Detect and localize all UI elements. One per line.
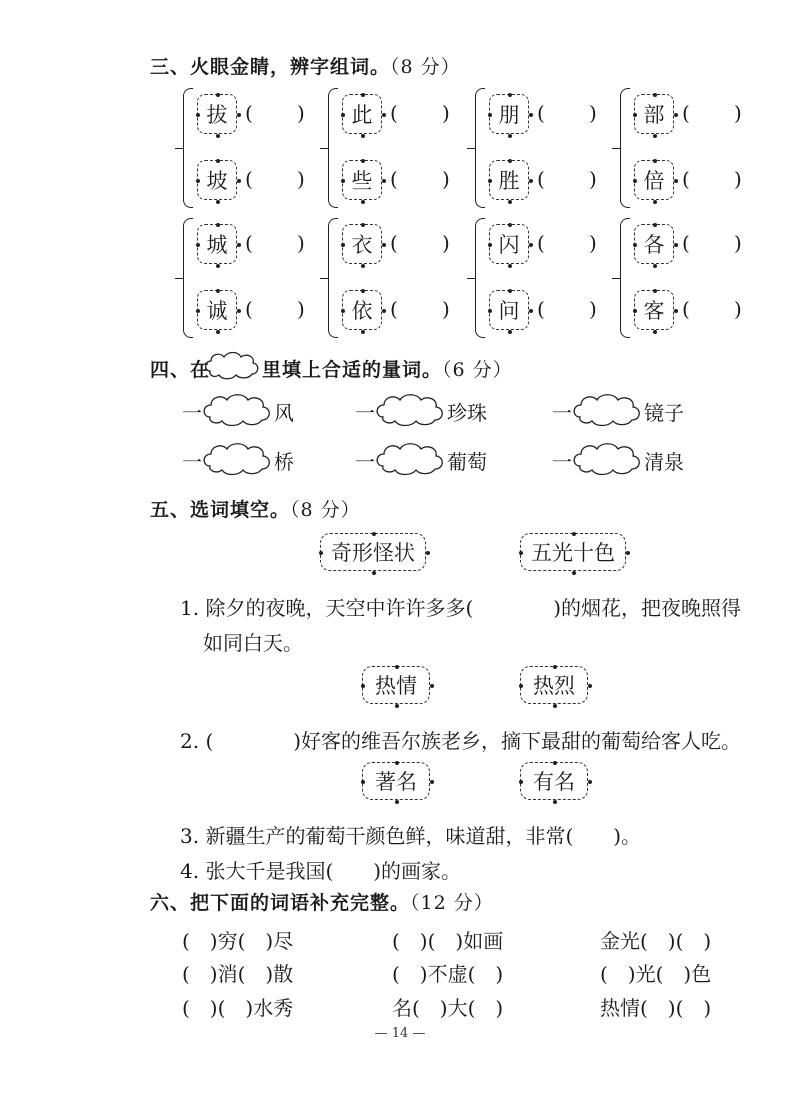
box-mark-dot: [508, 134, 512, 138]
answer-paren-open: (: [390, 231, 398, 255]
answer-paren-open: (: [682, 167, 690, 191]
idiom-blank-item: ( )( )水秀: [182, 996, 294, 1020]
box-mark-dot: [508, 330, 512, 334]
question-1-line2: 如同白天。: [203, 631, 303, 655]
cloud-blank-icon: [570, 391, 646, 429]
option-box-reqing: [362, 666, 430, 704]
box-mark-dot: [653, 159, 657, 163]
answer-paren-close: ): [442, 297, 450, 321]
dash-mark: 一: [182, 401, 202, 425]
cloud-blank-icon: [570, 440, 646, 478]
idiom-blank-item: 名( )大( ): [392, 996, 504, 1020]
box-mark-dot: [626, 551, 630, 555]
character-box: [634, 224, 674, 264]
box-mark-dot: [237, 243, 241, 247]
character-text: 胜: [498, 169, 520, 193]
option-box-youming: [520, 762, 588, 800]
answer-paren-close: ): [297, 231, 305, 255]
answer-paren-close: ): [734, 231, 742, 255]
box-mark-dot: [196, 113, 200, 117]
character-box: [197, 94, 237, 134]
measure-word-item: 清泉: [644, 450, 684, 474]
box-mark-dot: [216, 200, 220, 204]
box-mark-dot: [488, 243, 492, 247]
box-mark-dot: [216, 93, 220, 97]
dash-mark: 一: [182, 450, 202, 474]
box-mark-dot: [237, 113, 241, 117]
answer-paren-open: (: [682, 101, 690, 125]
box-mark-dot: [382, 243, 386, 247]
box-mark-dot: [382, 179, 386, 183]
measure-word-item: 桥: [274, 450, 294, 474]
box-mark-dot: [508, 223, 512, 227]
character-text: 依: [351, 299, 373, 323]
box-mark-dot: [529, 243, 533, 247]
box-mark-dot: [633, 243, 637, 247]
box-mark-dot: [572, 571, 576, 575]
question-4: 4. 张大千是我国( )的画家。: [180, 859, 462, 883]
character-text: 朋: [498, 103, 520, 127]
question-3: 3. 新疆生产的葡萄干颜色鲜，味道甜，非常( )。: [180, 824, 642, 848]
character-box: [634, 160, 674, 200]
box-mark-dot: [382, 113, 386, 117]
brace-bracket: [475, 88, 485, 208]
cloud-shape-icon: [202, 349, 262, 381]
answer-paren-close: ): [589, 297, 597, 321]
box-mark-dot: [633, 179, 637, 183]
brace-bracket: [183, 88, 193, 208]
box-mark-dot: [372, 532, 376, 536]
box-mark-dot: [341, 179, 345, 183]
answer-paren-open: (: [245, 231, 253, 255]
option-text: 热烈: [533, 674, 575, 698]
box-mark-dot: [426, 551, 430, 555]
box-mark-dot: [395, 665, 399, 669]
answer-paren-open: (: [245, 101, 253, 125]
option-text: 著名: [375, 770, 417, 794]
dash-mark: 一: [552, 401, 572, 425]
section5-score: （8 分）: [290, 499, 361, 521]
answer-paren-open: (: [537, 231, 545, 255]
brace-bracket: [620, 88, 630, 208]
answer-paren-close: ): [442, 101, 450, 125]
idiom-blank-item: 金光( )( ): [600, 929, 712, 953]
answer-paren-open: (: [682, 297, 690, 321]
box-mark-dot: [653, 264, 657, 268]
option-box-zhuming: [362, 762, 430, 800]
option-box-wuguangshise: [520, 533, 626, 571]
answer-paren-open: (: [390, 101, 398, 125]
character-text: 城: [206, 233, 228, 257]
idiom-blank-item: ( )光( )色: [600, 962, 712, 986]
box-mark-dot: [529, 309, 533, 313]
character-text: 坡: [206, 169, 228, 193]
box-mark-dot: [488, 113, 492, 117]
box-mark-dot: [488, 179, 492, 183]
character-box: [342, 160, 382, 200]
box-mark-dot: [395, 761, 399, 765]
character-text: 拔: [206, 103, 228, 127]
box-mark-dot: [216, 330, 220, 334]
answer-paren-close: ): [589, 101, 597, 125]
character-text: 些: [351, 169, 373, 193]
box-mark-dot: [674, 113, 678, 117]
box-mark-dot: [361, 223, 365, 227]
box-mark-dot: [519, 551, 523, 555]
box-mark-dot: [216, 134, 220, 138]
idiom-blank-item: 热情( )( ): [600, 996, 712, 1020]
box-mark-dot: [519, 780, 523, 784]
section4-score: （6 分）: [442, 359, 513, 381]
answer-paren-open: (: [390, 297, 398, 321]
option-text: 奇形怪状: [331, 541, 415, 565]
box-mark-dot: [653, 223, 657, 227]
brace-bracket: [475, 218, 485, 338]
character-text: 客: [643, 299, 665, 323]
box-mark-dot: [361, 289, 365, 293]
box-mark-dot: [361, 780, 365, 784]
box-mark-dot: [508, 264, 512, 268]
answer-paren-close: ): [297, 167, 305, 191]
idiom-blank-item: ( )穷( )尽: [182, 929, 294, 953]
section6-heading: [150, 888, 494, 915]
section3-heading: [150, 52, 461, 79]
section6-score: （12 分）: [410, 892, 494, 914]
box-mark-dot: [508, 289, 512, 293]
character-box: [489, 224, 529, 264]
measure-word-item: 镜子: [644, 401, 684, 425]
box-mark-dot: [508, 200, 512, 204]
option-text: 有名: [533, 770, 575, 794]
section4-title-suffix: 里填上合适的量词。: [262, 359, 443, 381]
box-mark-dot: [529, 179, 533, 183]
box-mark-dot: [216, 223, 220, 227]
question-1-line1: 1. 除夕的夜晚，天空中许许多多( )的烟花，把夜晚照得: [180, 596, 742, 620]
box-mark-dot: [633, 309, 637, 313]
answer-paren-close: ): [442, 231, 450, 255]
box-mark-dot: [361, 134, 365, 138]
box-mark-dot: [361, 684, 365, 688]
idiom-blank-item: ( )不虚( ): [392, 962, 504, 986]
box-mark-dot: [341, 113, 345, 117]
box-mark-dot: [361, 159, 365, 163]
box-mark-dot: [633, 113, 637, 117]
character-box: [197, 290, 237, 330]
character-box: [489, 94, 529, 134]
answer-paren-close: ): [589, 167, 597, 191]
box-mark-dot: [372, 571, 376, 575]
section4-heading: [150, 355, 210, 382]
character-text: 此: [351, 103, 373, 127]
section5-title: 五、选词填空。: [150, 499, 291, 521]
brace-bracket: [620, 218, 630, 338]
box-mark-dot: [553, 800, 557, 804]
brace-bracket: [328, 218, 338, 338]
answer-paren-close: ): [734, 297, 742, 321]
brace-bracket: [183, 218, 193, 338]
box-mark-dot: [508, 93, 512, 97]
dash-mark: 一: [552, 450, 572, 474]
box-mark-dot: [553, 665, 557, 669]
box-mark-dot: [653, 134, 657, 138]
character-text: 部: [643, 103, 665, 127]
box-mark-dot: [216, 289, 220, 293]
box-mark-dot: [508, 159, 512, 163]
box-mark-dot: [361, 200, 365, 204]
character-box: [489, 160, 529, 200]
box-mark-dot: [588, 684, 592, 688]
character-box: [634, 94, 674, 134]
option-box-relie: [520, 666, 588, 704]
cloud-blank-icon: [373, 440, 449, 478]
cloud-blank-icon: [373, 391, 449, 429]
box-mark-dot: [237, 179, 241, 183]
box-mark-dot: [572, 532, 576, 536]
character-text: 诚: [206, 299, 228, 323]
box-mark-dot: [395, 704, 399, 708]
box-mark-dot: [653, 93, 657, 97]
answer-paren-open: (: [245, 297, 253, 321]
box-mark-dot: [653, 289, 657, 293]
character-text: 衣: [351, 233, 373, 257]
box-mark-dot: [216, 264, 220, 268]
answer-paren-open: (: [682, 231, 690, 255]
box-mark-dot: [196, 179, 200, 183]
answer-paren-close: ): [734, 167, 742, 191]
character-box: [342, 224, 382, 264]
box-mark-dot: [361, 264, 365, 268]
answer-paren-close: ): [442, 167, 450, 191]
character-box: [197, 224, 237, 264]
section4-title-prefix: 四、在: [150, 359, 211, 381]
box-mark-dot: [319, 551, 323, 555]
option-text: 五光十色: [531, 541, 615, 565]
page-number: — 14 —: [374, 1026, 426, 1041]
box-mark-dot: [196, 309, 200, 313]
dash-mark: 一: [355, 401, 375, 425]
box-mark-dot: [395, 800, 399, 804]
box-mark-dot: [529, 113, 533, 117]
option-box-qixingguaizhuang: [320, 533, 426, 571]
box-mark-dot: [488, 309, 492, 313]
character-text: 倍: [643, 169, 665, 193]
section4-heading-rest: [262, 355, 513, 382]
box-mark-dot: [519, 684, 523, 688]
box-mark-dot: [653, 200, 657, 204]
answer-paren-close: ): [589, 231, 597, 255]
box-mark-dot: [361, 330, 365, 334]
character-text: 闪: [498, 233, 520, 257]
answer-paren-open: (: [245, 167, 253, 191]
section3-score: （8 分）: [390, 56, 461, 78]
box-mark-dot: [430, 684, 434, 688]
character-box: [634, 290, 674, 330]
section3-title: 三、火眼金睛，辨字组词。: [150, 56, 391, 78]
cloud-blank-icon: [200, 440, 276, 478]
measure-word-item: 风: [274, 401, 294, 425]
measure-word-item: 珍珠: [447, 401, 487, 425]
character-box: [489, 290, 529, 330]
question-2: 2. ( )好客的维吾尔族老乡，摘下最甜的葡萄给客人吃。: [180, 729, 742, 753]
section6-title: 六、把下面的词语补充完整。: [150, 892, 411, 914]
option-text: 热情: [375, 674, 417, 698]
dash-mark: 一: [355, 450, 375, 474]
answer-paren-close: ): [297, 101, 305, 125]
idiom-blank-item: ( )( )如画: [392, 929, 504, 953]
answer-paren-open: (: [537, 297, 545, 321]
box-mark-dot: [382, 309, 386, 313]
box-mark-dot: [553, 704, 557, 708]
answer-paren-open: (: [390, 167, 398, 191]
brace-bracket: [328, 88, 338, 208]
character-box: [342, 290, 382, 330]
character-text: 各: [643, 233, 665, 257]
section5-heading: [150, 495, 361, 522]
box-mark-dot: [674, 179, 678, 183]
box-mark-dot: [430, 780, 434, 784]
character-text: 问: [498, 299, 520, 323]
box-mark-dot: [341, 243, 345, 247]
box-mark-dot: [588, 780, 592, 784]
box-mark-dot: [196, 243, 200, 247]
answer-paren-close: ): [297, 297, 305, 321]
box-mark-dot: [237, 309, 241, 313]
character-box: [197, 160, 237, 200]
box-mark-dot: [361, 93, 365, 97]
box-mark-dot: [674, 309, 678, 313]
idiom-blank-item: ( )消( )散: [182, 962, 294, 986]
box-mark-dot: [216, 159, 220, 163]
box-mark-dot: [674, 243, 678, 247]
measure-word-item: 葡萄: [447, 450, 487, 474]
box-mark-dot: [341, 309, 345, 313]
character-box: [342, 94, 382, 134]
answer-paren-open: (: [537, 167, 545, 191]
answer-paren-open: (: [537, 101, 545, 125]
answer-paren-close: ): [734, 101, 742, 125]
cloud-blank-icon: [200, 391, 276, 429]
box-mark-dot: [653, 330, 657, 334]
box-mark-dot: [553, 761, 557, 765]
